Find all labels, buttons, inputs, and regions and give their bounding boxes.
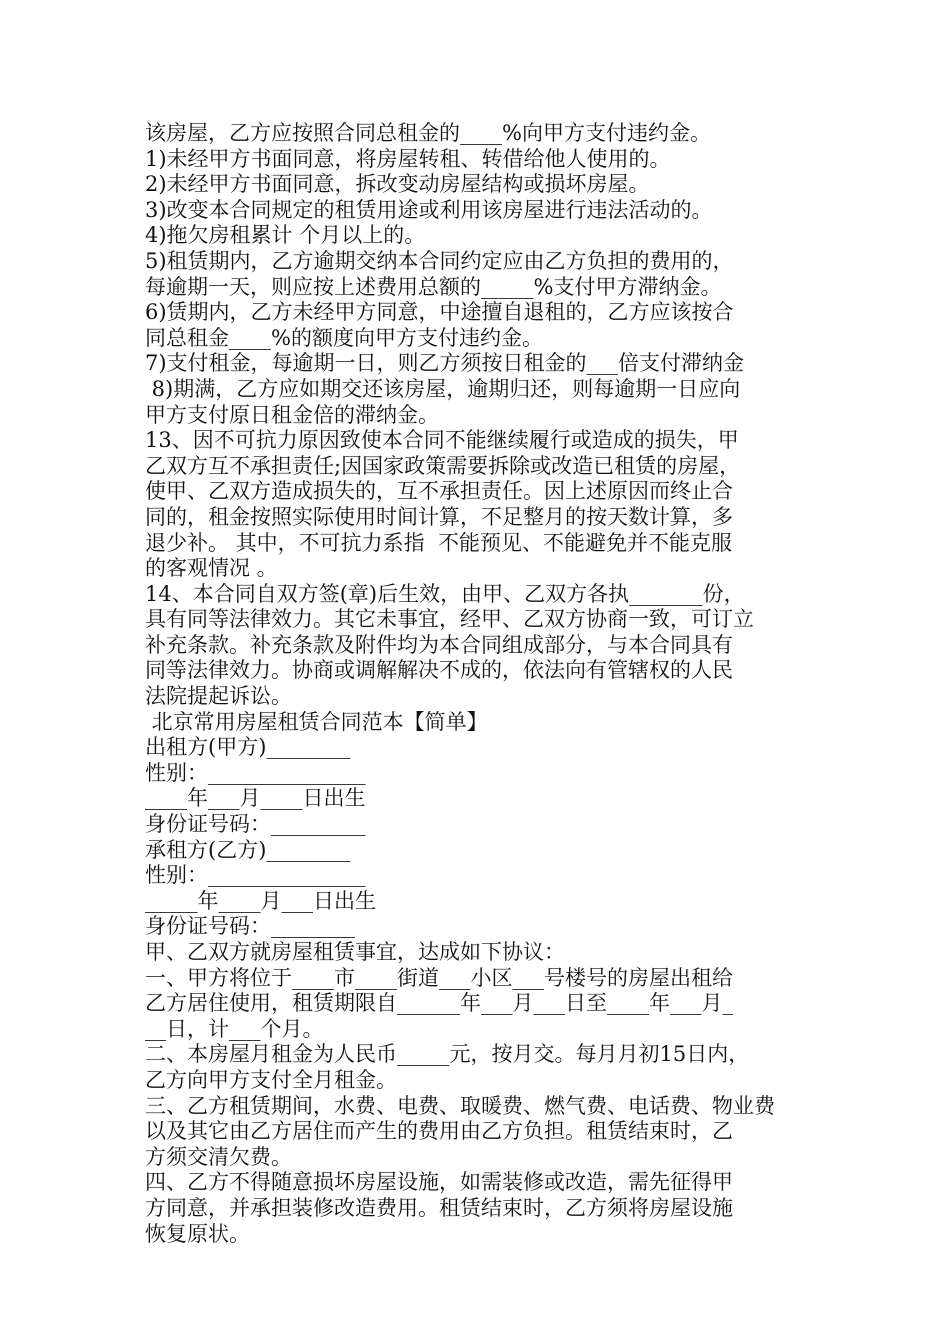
document-line: 8)期满，乙方应如期交还该房屋，逾期归还，则每逾期一日应向: [145, 376, 741, 401]
document-line: 使甲、乙双方造成损失的，互不承担责任。因上述原因而终止合: [145, 479, 733, 504]
document-line: 三、乙方租赁期间，水费、电费、取暖费、燃气费、电话费、物业费: [145, 1093, 775, 1118]
document-line: 同总租金____%的额度向甲方支付违约金。: [145, 325, 543, 350]
document-line: 5)租赁期内，乙方逾期交纳本合同约定应由乙方负担的费用的，: [145, 248, 734, 273]
document-line: 同等法律效力。协商或调解解决不成的，依法向有管辖权的人民: [145, 658, 733, 683]
document-line: 恢复原状。: [145, 1221, 250, 1246]
document-line: 身份证号码：_________: [145, 812, 366, 837]
document-line: 1)未经甲方书面同意，将房屋转租、转借给他人使用的。: [145, 146, 671, 171]
document-line: 承租方(乙方)________: [145, 837, 351, 862]
document-line: 7)支付租金，每逾期一日，则乙方须按日租金的___倍支付滞纳金: [145, 351, 745, 376]
document-line: 方须交清欠费。: [145, 1144, 292, 1169]
document-line: 北京常用房屋租赁合同范本【简单】: [145, 709, 488, 734]
document-line: 同的，租金按照实际使用时间计算，不足整月的按天数计算，多: [145, 504, 733, 529]
document-line: 乙双方互不承担责任;因国家政策需要拆除或改造已租赁的房屋，: [145, 453, 741, 478]
document-line: 2)未经甲方书面同意，拆改变动房屋结构或损坏房屋。: [145, 172, 650, 197]
document-line: ____年___月____日出生: [145, 786, 366, 811]
document-line: _____年____月___日出生: [145, 888, 376, 913]
document-line: 每逾期一天，则应按上述费用总额的_____%支付甲方滞纳金。: [145, 274, 722, 299]
document-line: __日，计___个月。: [145, 1016, 324, 1041]
document-line: 乙方居住使用，租赁期限自______年___月___日至____年___月_: [145, 991, 733, 1016]
document-line: 4)拖欠房租累计 个月以上的。: [145, 223, 426, 248]
document-line: 方同意，并承担装修改造费用。租赁结束时，乙方须将房屋设施: [145, 1195, 733, 1220]
document-line: 四、乙方不得随意损坏房屋设施，如需装修或改造，需先征得甲: [145, 1170, 733, 1195]
document-line: 13、因不可抗力原因致使本合同不能继续履行或造成的损失，甲: [145, 428, 739, 453]
document-line: 性别：_______________: [145, 760, 366, 785]
document-line: 3)改变本合同规定的租赁用途或利用该房屋进行违法活动的。: [145, 197, 713, 222]
document-line: 身份证号码：________: [145, 914, 355, 939]
document-line: 补充条款。补充条款及附件均为本合同组成部分，与本合同具有: [145, 632, 733, 657]
document-body: [145, 121, 815, 1247]
document-line: 甲方支付原日租金倍的滞纳金。: [145, 402, 439, 427]
document-line: 以及其它由乙方居住而产生的费用由乙方负担。租赁结束时，乙: [145, 1119, 733, 1144]
document-line: 甲、乙双方就房屋租赁事宜，达成如下协议：: [145, 940, 565, 964]
document-line: 6)赁期内，乙方未经甲方同意，中途擅自退租的，乙方应该按合: [145, 300, 734, 325]
document-line: 乙方向甲方支付全月租金。: [145, 1067, 397, 1092]
document-line: 二、本房屋月租金为人民币_____元，按月交。每月月初15日内，: [145, 1042, 750, 1067]
document-line: 退少补。 其中，不可抗力系指 不能预见、不能避免并不能克服: [145, 530, 733, 555]
document-page: [145, 121, 815, 1247]
document-line: 的客观情况 。: [145, 556, 278, 581]
document-line: 性别：_______________: [145, 863, 366, 888]
document-line: 具有同等法律效力。其它未事宜，经甲、乙双方协商一致，可订立: [145, 607, 754, 632]
document-line: 出租方(甲方)________: [145, 735, 351, 760]
document-line: 14、本合同自双方签(章)后生效，由甲、乙双方各执_______份，: [145, 581, 745, 606]
document-line: 该房屋，乙方应按照合同总租金的____%向甲方支付违约金。: [145, 121, 711, 145]
document-line: 一、甲方将位于____市____街道___小区___号楼号的房屋出租给: [145, 965, 733, 990]
document-line: 法院提起诉讼。: [145, 684, 292, 709]
